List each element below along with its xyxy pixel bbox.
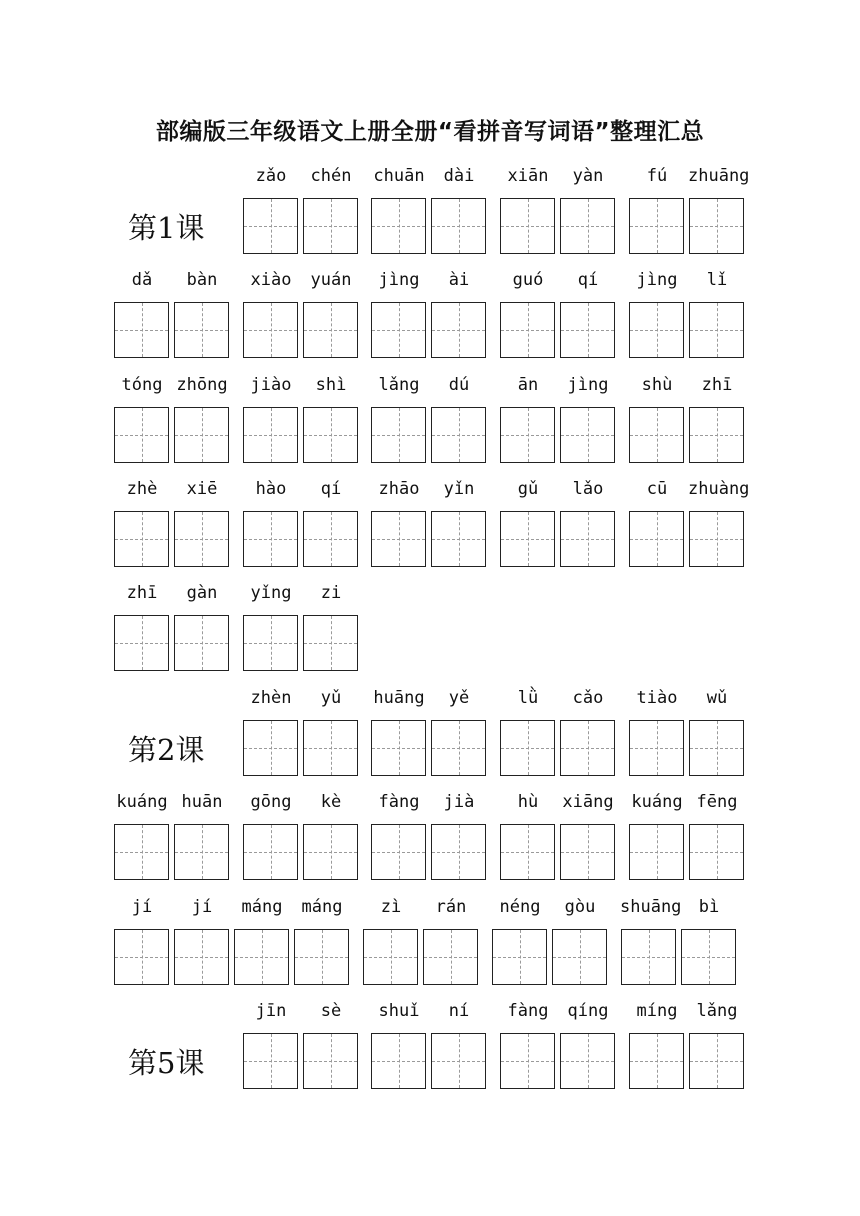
pinyin: tóng xyxy=(121,375,163,395)
writing-box[interactable] xyxy=(560,407,615,463)
pinyin: jìng xyxy=(378,270,420,290)
writing-box[interactable] xyxy=(629,511,684,567)
writing-box[interactable] xyxy=(621,929,676,985)
page-title: 部编版三年级语文上册全册“看拼音写词语”整理汇总 xyxy=(155,119,705,145)
lesson-label: 第2课 xyxy=(128,733,205,767)
writing-box[interactable] xyxy=(174,407,229,463)
pinyin: zhī xyxy=(126,583,158,603)
pinyin: zhèn xyxy=(250,688,292,708)
writing-box[interactable] xyxy=(681,929,736,985)
writing-box[interactable] xyxy=(243,511,298,567)
lesson-label: 第1课 xyxy=(128,211,205,245)
pinyin: máng xyxy=(241,897,283,917)
word-row xyxy=(0,1001,860,1096)
pinyin: shuāng xyxy=(620,897,682,917)
pinyin: kuáng xyxy=(631,792,683,812)
pinyin: ní xyxy=(448,1001,470,1021)
pinyin: fú xyxy=(646,166,668,186)
pinyin: shuǐ xyxy=(378,1001,420,1021)
pinyin: zhuāng xyxy=(688,166,750,186)
pinyin: chén xyxy=(310,166,352,186)
writing-box[interactable] xyxy=(363,929,418,985)
writing-box[interactable] xyxy=(371,1033,426,1089)
writing-box[interactable] xyxy=(303,302,358,358)
pinyin: lǎo xyxy=(572,479,604,499)
writing-box[interactable] xyxy=(243,824,298,880)
writing-box[interactable] xyxy=(303,511,358,567)
word-row xyxy=(0,479,860,574)
writing-box[interactable] xyxy=(689,407,744,463)
writing-box[interactable] xyxy=(629,302,684,358)
writing-box[interactable] xyxy=(689,302,744,358)
pinyin: lǎng xyxy=(696,1001,738,1021)
writing-box[interactable] xyxy=(492,929,547,985)
pinyin: cǎo xyxy=(572,688,604,708)
word-row xyxy=(0,375,860,470)
writing-box[interactable] xyxy=(431,1033,486,1089)
pinyin: lǐ xyxy=(706,270,728,290)
pinyin: gōng xyxy=(250,792,292,812)
pinyin: huāng xyxy=(373,688,425,708)
writing-box[interactable] xyxy=(114,407,169,463)
writing-box[interactable] xyxy=(174,511,229,567)
pinyin: shì xyxy=(315,375,347,395)
writing-box[interactable] xyxy=(174,929,229,985)
pinyin: máng xyxy=(301,897,343,917)
writing-box[interactable] xyxy=(431,824,486,880)
writing-box[interactable] xyxy=(371,511,426,567)
writing-box[interactable] xyxy=(303,198,358,254)
pinyin: rán xyxy=(435,897,467,917)
writing-box[interactable] xyxy=(243,198,298,254)
pinyin: yǐng xyxy=(250,583,292,603)
writing-box[interactable] xyxy=(371,198,426,254)
writing-box[interactable] xyxy=(560,1033,615,1089)
writing-box[interactable] xyxy=(243,615,298,671)
pinyin: kè xyxy=(320,792,342,812)
word-row xyxy=(0,792,860,887)
pinyin: zi xyxy=(320,583,342,603)
pinyin: jiào xyxy=(250,375,292,395)
pinyin: jí xyxy=(131,897,153,917)
writing-box[interactable] xyxy=(174,615,229,671)
writing-box[interactable] xyxy=(114,615,169,671)
writing-box[interactable] xyxy=(303,720,358,776)
pinyin: zhōng xyxy=(176,375,228,395)
writing-box[interactable] xyxy=(500,511,555,567)
pinyin: néng xyxy=(499,897,541,917)
writing-box[interactable] xyxy=(560,302,615,358)
pinyin: yuán xyxy=(310,270,352,290)
lesson-label: 第5课 xyxy=(128,1046,205,1080)
pinyin: míng xyxy=(636,1001,678,1021)
writing-box[interactable] xyxy=(500,720,555,776)
pinyin: qíng xyxy=(567,1001,609,1021)
pinyin: hù xyxy=(517,792,539,812)
pinyin: qí xyxy=(320,479,342,499)
writing-box[interactable] xyxy=(371,407,426,463)
word-row xyxy=(0,583,860,678)
writing-box[interactable] xyxy=(303,824,358,880)
pinyin: qí xyxy=(577,270,599,290)
writing-box[interactable] xyxy=(560,511,615,567)
pinyin: ài xyxy=(448,270,470,290)
writing-box[interactable] xyxy=(371,720,426,776)
writing-box[interactable] xyxy=(560,198,615,254)
pinyin: ān xyxy=(517,375,539,395)
pinyin: sè xyxy=(320,1001,342,1021)
pinyin: cū xyxy=(646,479,668,499)
writing-box[interactable] xyxy=(243,407,298,463)
pinyin: dú xyxy=(448,375,470,395)
writing-box[interactable] xyxy=(500,198,555,254)
writing-box[interactable] xyxy=(243,720,298,776)
writing-box[interactable] xyxy=(629,824,684,880)
writing-box[interactable] xyxy=(174,824,229,880)
writing-box[interactable] xyxy=(689,720,744,776)
word-row xyxy=(0,166,860,261)
writing-box[interactable] xyxy=(629,1033,684,1089)
pinyin: gǔ xyxy=(517,479,539,499)
writing-box[interactable] xyxy=(689,511,744,567)
pinyin: xiē xyxy=(186,479,218,499)
writing-box[interactable] xyxy=(114,824,169,880)
pinyin: jīn xyxy=(255,1001,287,1021)
pinyin: wǔ xyxy=(706,688,728,708)
pinyin: zì xyxy=(380,897,402,917)
writing-box[interactable] xyxy=(243,1033,298,1089)
writing-box[interactable] xyxy=(629,198,684,254)
pinyin: lǜ xyxy=(517,688,539,708)
pinyin: huān xyxy=(181,792,223,812)
pinyin: yǐn xyxy=(443,479,475,499)
writing-box[interactable] xyxy=(303,1033,358,1089)
pinyin: yàn xyxy=(572,166,604,186)
writing-box[interactable] xyxy=(371,824,426,880)
pinyin: zhè xyxy=(126,479,158,499)
writing-box[interactable] xyxy=(500,1033,555,1089)
word-row xyxy=(0,897,860,992)
writing-box[interactable] xyxy=(371,302,426,358)
pinyin: shù xyxy=(641,375,673,395)
pinyin: xiào xyxy=(250,270,292,290)
pinyin: tiào xyxy=(636,688,678,708)
writing-box[interactable] xyxy=(689,1033,744,1089)
pinyin: jià xyxy=(443,792,475,812)
pinyin: zhī xyxy=(701,375,733,395)
writing-box[interactable] xyxy=(689,824,744,880)
writing-box[interactable] xyxy=(294,929,349,985)
writing-box[interactable] xyxy=(560,824,615,880)
pinyin: jí xyxy=(191,897,213,917)
writing-box[interactable] xyxy=(243,302,298,358)
pinyin: zhāo xyxy=(378,479,420,499)
pinyin: xiāng xyxy=(562,792,614,812)
pinyin: dǎ xyxy=(131,270,153,290)
pinyin: fàng xyxy=(507,1001,549,1021)
word-row xyxy=(0,688,860,783)
writing-box[interactable] xyxy=(114,302,169,358)
pinyin: gòu xyxy=(564,897,596,917)
pinyin: jìng xyxy=(636,270,678,290)
pinyin: fàng xyxy=(378,792,420,812)
writing-box[interactable] xyxy=(552,929,607,985)
pinyin: zhuàng xyxy=(688,479,750,499)
pinyin: gàn xyxy=(186,583,218,603)
pinyin: fēng xyxy=(696,792,738,812)
writing-box[interactable] xyxy=(431,198,486,254)
writing-box[interactable] xyxy=(560,720,615,776)
writing-box[interactable] xyxy=(689,198,744,254)
writing-box[interactable] xyxy=(500,407,555,463)
pinyin: dài xyxy=(443,166,475,186)
writing-box[interactable] xyxy=(431,407,486,463)
writing-box[interactable] xyxy=(629,720,684,776)
pinyin: guó xyxy=(512,270,544,290)
writing-box[interactable] xyxy=(423,929,478,985)
word-row xyxy=(0,270,860,365)
pinyin: jìng xyxy=(567,375,609,395)
pinyin: hào xyxy=(255,479,287,499)
pinyin: bì xyxy=(698,897,720,917)
writing-box[interactable] xyxy=(174,302,229,358)
pinyin: bàn xyxy=(186,270,218,290)
writing-box[interactable] xyxy=(114,511,169,567)
pinyin: xiān xyxy=(507,166,549,186)
writing-box[interactable] xyxy=(431,511,486,567)
writing-box[interactable] xyxy=(303,407,358,463)
writing-box[interactable] xyxy=(234,929,289,985)
writing-box[interactable] xyxy=(431,720,486,776)
writing-box[interactable] xyxy=(303,615,358,671)
pinyin: yǔ xyxy=(320,688,342,708)
pinyin: chuān xyxy=(373,166,425,186)
writing-box[interactable] xyxy=(500,824,555,880)
pinyin: kuáng xyxy=(116,792,168,812)
pinyin: yě xyxy=(448,688,470,708)
writing-box[interactable] xyxy=(500,302,555,358)
writing-box[interactable] xyxy=(114,929,169,985)
writing-box[interactable] xyxy=(629,407,684,463)
pinyin: lǎng xyxy=(378,375,420,395)
pinyin: zǎo xyxy=(255,166,287,186)
writing-box[interactable] xyxy=(431,302,486,358)
